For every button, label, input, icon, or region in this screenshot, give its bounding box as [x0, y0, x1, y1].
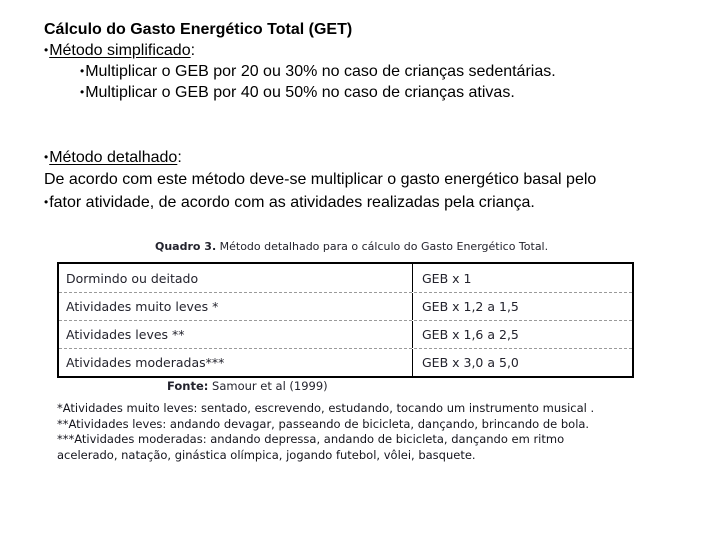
footnote-line: ***Atividades moderadas: andando depressa, andando de bicicleta, dançando em ritmo	[57, 432, 565, 446]
heading-colon: :	[190, 42, 196, 59]
detailed-line-1: De acordo com este método deve-se multiplicar o gasto energético basal pelo	[44, 171, 597, 188]
activity-cell: Dormindo ou deitado	[59, 264, 413, 292]
simplified-bullet-2	[80, 82, 556, 103]
table-caption-text: Método detalhado para o cálculo do Gasto Energético Total.	[216, 240, 549, 253]
bullet-icon: •	[80, 64, 85, 78]
table-source	[167, 379, 328, 393]
simplified-method-heading: Método simplificado	[49, 42, 191, 59]
table-row	[59, 320, 632, 348]
detailed-method-heading: Método detalhado	[49, 149, 178, 166]
factor-cell: GEB x 1	[422, 270, 472, 286]
simplified-bullet-1	[80, 61, 556, 82]
activity-cell: Atividades muito leves *	[59, 293, 413, 320]
simplified-method-heading-line	[44, 40, 556, 61]
bullet-icon: •	[44, 195, 49, 209]
source-text: Samour et al (1999)	[208, 379, 328, 393]
energy-factors-table	[57, 262, 634, 378]
bullet-icon: •	[80, 85, 85, 99]
detailed-line-2-text: fator atividade, de acordo com as atividades realizadas pela criança.	[49, 194, 535, 211]
detailed-line-2	[44, 191, 596, 214]
footnote-line: *Atividades muito leves: sentado, escrevendo, estudando, tocando um instrumento musical .	[57, 401, 595, 415]
footnotes	[57, 401, 594, 463]
simplified-bullet-1-text: Multiplicar o GEB por 20 ou 30% no caso de crianças sedentárias.	[85, 63, 556, 80]
source-label: Fonte:	[167, 379, 209, 393]
factor-cell: GEB x 1,2 a 1,5	[422, 299, 519, 314]
activity-cell: Atividades moderadas***	[59, 349, 413, 376]
factor-cell: GEB x 1,6 a 2,5	[422, 327, 519, 342]
simplified-bullet-2-text: Multiplicar o GEB por 40 ou 50% no caso de crianças ativas.	[85, 84, 515, 101]
simplified-method-block	[44, 20, 556, 103]
heading-colon: :	[177, 149, 182, 166]
table-caption	[155, 240, 548, 253]
page-title: Cálculo do Gasto Energético Total (GET)	[44, 21, 353, 38]
activity-cell: Atividades leves **	[59, 321, 413, 348]
table-row	[59, 292, 632, 320]
detailed-method-block	[44, 146, 596, 214]
detailed-method-heading-line	[44, 146, 596, 169]
bullet-icon: •	[44, 43, 49, 57]
table-caption-label: Quadro 3.	[155, 240, 217, 253]
footnote-line: acelerado, natação, ginástica olímpica, jogando futebol, vôlei, basquete.	[57, 447, 476, 462]
bullet-icon: •	[44, 150, 49, 164]
table-row	[59, 264, 632, 292]
table-row	[59, 348, 632, 376]
footnote-line: **Atividades leves: andando devagar, passeando de bicicleta, dançando, brincando de bola.	[57, 416, 590, 431]
factor-cell: GEB x 3,0 a 5,0	[422, 355, 519, 370]
